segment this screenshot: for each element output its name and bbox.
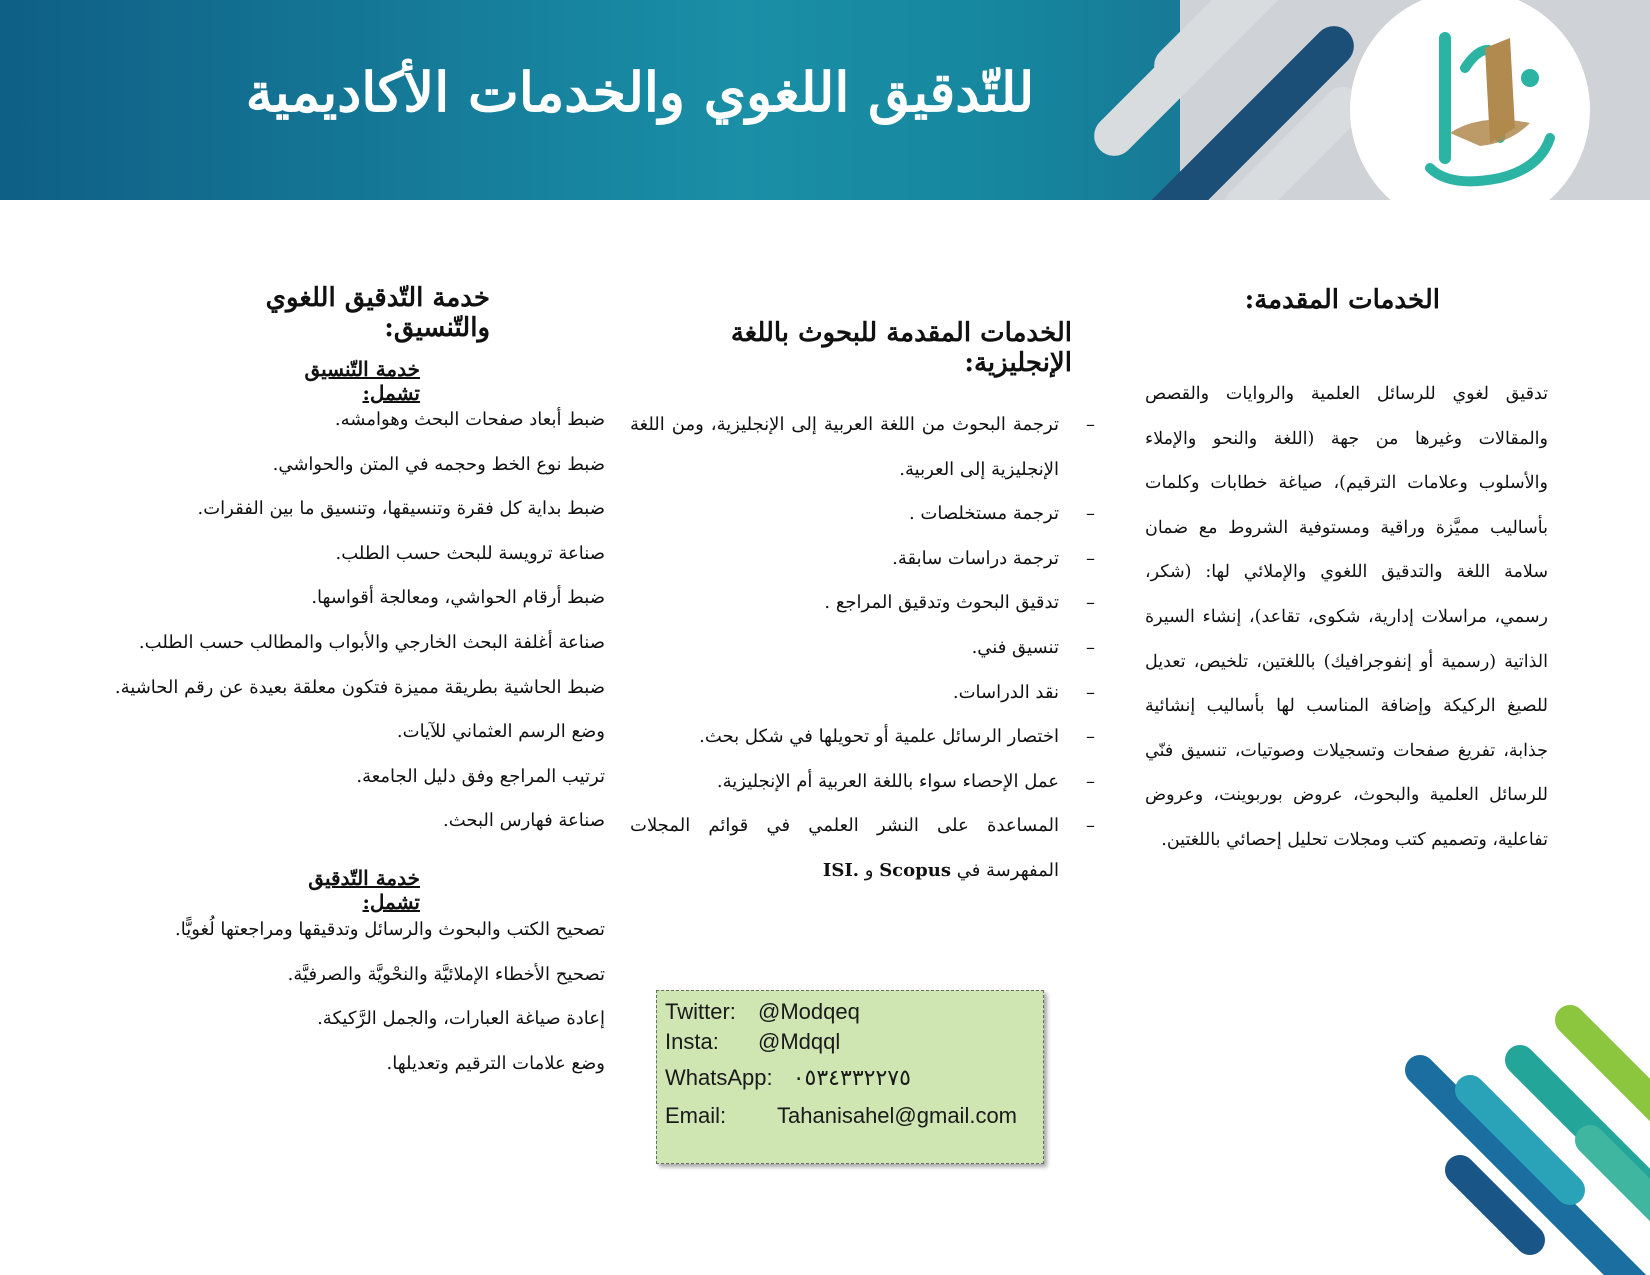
list-item: تصحيح الكتب والبحوث والرسائل وتدقيقها ومراجعتها لُغويًّا. bbox=[175, 919, 605, 940]
bullet-dash: – bbox=[1086, 592, 1095, 614]
insta-label: Insta: bbox=[665, 1029, 719, 1054]
bullet-dash: – bbox=[1086, 547, 1095, 569]
list-item: صناعة أغلفة البحث الخارجي والأبواب والمطالب حسب الطلب. bbox=[138, 631, 605, 653]
list-item-text: ترجمة البحوث من اللغة العربية إلى الإنجليزية، ومن اللغة الإنجليزية إلى العربية. bbox=[630, 414, 1059, 480]
twitter-handle[interactable]: @Modqeq bbox=[758, 999, 860, 1024]
list-item-text: ترجمة مستخلصات . bbox=[908, 503, 1059, 525]
formatting-list bbox=[60, 398, 605, 844]
proofreading-list bbox=[60, 908, 605, 1086]
services-paragraph: تدقيق لغوي للرسائل العلمية والروايات والقصص والمقالات وغيرها من جهة (اللغة والنحو والإملاء والأسلوب وعلامات الترقيم)، صياغة خطابات وكلمات بأساليب مميَّزة وراقية ومستوفية الشروط مع ضمان سلامة اللغة والتدقيق اللغوي والإملائي لها: (شكر، رسمي، مراسلات إدارية، شكوى، تقاعد)، إنشاء السيرة الذاتية (رسمية أو إنفوجرافيك) باللغتين، تلخيص، تعديل للصيغ الركيكة وإضافة المناسب لها بأساليب إنشائية جذابة، تفريغ صفحات وتسجيلات وصوتيات، تنسيق فنّي للرسائل العلمية والبحوث، عروض بوربوينت، وعروض تفاعلية، وتصميم كتب ومجلات تحليل إحصائي باللغتين. bbox=[1145, 384, 1548, 850]
bullet-dash: – bbox=[1086, 414, 1095, 435]
list-item bbox=[630, 804, 1095, 893]
list-item bbox=[630, 671, 1095, 716]
list-item: صناعة ترويسة للبحث حسب الطلب. bbox=[335, 542, 605, 564]
bullet-dash: – bbox=[1086, 681, 1095, 703]
decorative-stripes bbox=[1400, 1000, 1650, 1275]
twitter-label: Twitter: bbox=[665, 999, 736, 1024]
english-services-list bbox=[630, 403, 1095, 894]
list-item: ضبط أرقام الحواشي، ومعالجة أقواسها. bbox=[311, 587, 605, 609]
list-item-text: نقد الدراسات. bbox=[952, 681, 1059, 703]
list-item: تصحيح الأخطاء الإملائيَّة والنحْويَّة والصرفيَّة. bbox=[287, 963, 605, 985]
header-banner bbox=[0, 0, 1650, 200]
english-services-heading: الخدمات المقدمة للبحوث باللغة الإنجليزية: bbox=[730, 318, 1072, 378]
insta-row bbox=[665, 1029, 841, 1055]
list-item: ترتيب المراجع وفق دليل الجامعة. bbox=[356, 765, 605, 787]
list-item: صناعة فهارس البحث. bbox=[442, 810, 605, 832]
list-item bbox=[630, 492, 1095, 537]
proofreading-heading: خدمة التّدقيق اللغوي والتّنسيق: bbox=[265, 283, 490, 343]
list-item bbox=[630, 403, 1095, 492]
list-item: وضع الرسم العثماني للآيات. bbox=[396, 721, 605, 743]
scopus-label: Scopus bbox=[879, 859, 951, 881]
list-item: إعادة صياغة العبارات، والجمل الرَّكيكة. bbox=[317, 1008, 605, 1030]
list-item-text: عمل الإحصاء سواء باللغة العربية أم الإنجليزية. bbox=[716, 770, 1059, 792]
bullet-dash: – bbox=[1086, 770, 1095, 792]
list-item bbox=[630, 715, 1095, 760]
page-title: للتّدقيق اللغوي والخدمات الأكاديمية bbox=[245, 60, 1035, 124]
whatsapp-number[interactable]: ٠٥٣٤٣٣٢٢٧٥ bbox=[792, 1066, 911, 1091]
list-item-text: ترجمة دراسات سابقة. bbox=[892, 547, 1059, 569]
list-item: وضع علامات الترقيم وتعديلها. bbox=[386, 1052, 605, 1074]
list-item bbox=[630, 626, 1095, 671]
twitter-row bbox=[665, 999, 860, 1025]
bullet-dash: – bbox=[1086, 636, 1095, 658]
list-item-text: تنسيق فني. bbox=[971, 636, 1059, 658]
insta-handle[interactable]: @Mdqql bbox=[758, 1029, 841, 1054]
list-item bbox=[630, 537, 1095, 582]
proofreading-subheading: خدمة التّدقيق تشمل: bbox=[308, 866, 420, 914]
list-item: ضبط بداية كل فقرة وتنسيقها، وتنسيق ما بين الفقرات. bbox=[197, 498, 605, 520]
isi-label: ISI. bbox=[822, 859, 860, 881]
list-item-text: المساعدة على النشر العلمي في قوائم المجلات المفهرسة في bbox=[630, 815, 1059, 881]
list-item: ضبط نوع الخط وحجمه في المتن والحواشي. bbox=[272, 453, 605, 475]
services-heading: الخدمات المقدمة: bbox=[1244, 285, 1440, 315]
bullet-dash: – bbox=[1086, 815, 1095, 837]
formatting-subheading: خدمة التّنسيق تشمل: bbox=[304, 357, 420, 405]
whatsapp-row bbox=[665, 1065, 911, 1091]
contact-box bbox=[656, 990, 1044, 1164]
logo-icon bbox=[1390, 18, 1570, 198]
bullet-dash: – bbox=[1086, 503, 1095, 525]
email-row bbox=[665, 1103, 1018, 1129]
bullet-dash: – bbox=[1086, 726, 1095, 748]
list-item-text: تدقيق البحوث وتدقيق المراجع . bbox=[824, 592, 1059, 614]
list-item: ضبط أبعاد صفحات البحث وهوامشه. bbox=[334, 409, 605, 430]
list-item bbox=[630, 760, 1095, 805]
conjunction: و bbox=[864, 859, 874, 881]
list-item-text: اختصار الرسائل علمية أو تحويلها في شكل بحث. bbox=[699, 726, 1059, 748]
list-item: ضبط الحاشية بطريقة مميزة فتكون معلقة بعيدة عن رقم الحاشية. bbox=[114, 676, 605, 698]
email-label: Email: bbox=[665, 1103, 727, 1128]
list-item bbox=[630, 581, 1095, 626]
whatsapp-label: WhatsApp: bbox=[665, 1065, 773, 1090]
email-address[interactable]: Tahanisahel@gmail.com bbox=[777, 1103, 1018, 1128]
